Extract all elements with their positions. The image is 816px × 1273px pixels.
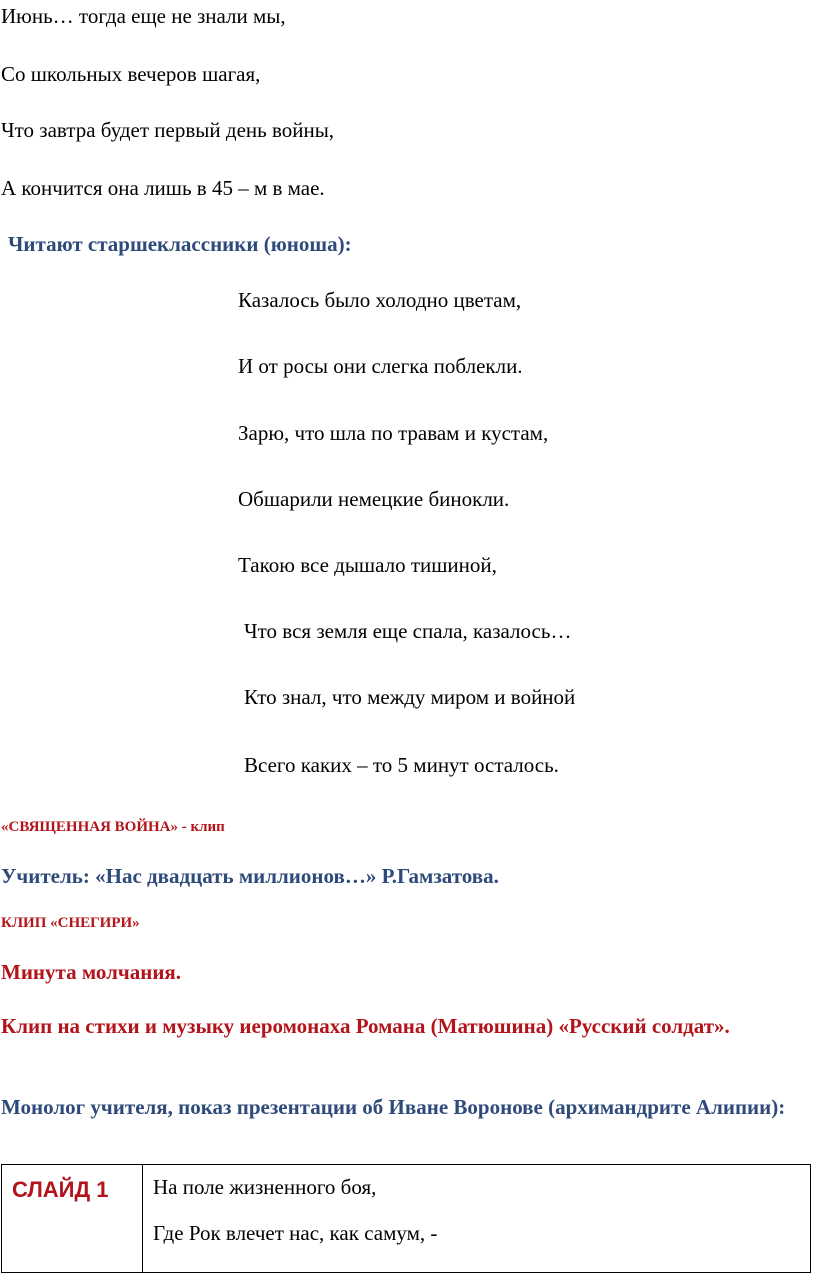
slide-text-cell — [143, 1165, 811, 1273]
slide-line-2: Где Рок влечет нас, как самум, - — [153, 1221, 438, 1245]
clip-roman: Клип на стихи и музыку иеромонаха Романа (Матюшина) «Русский солдат». — [1, 1014, 730, 1038]
minute-silence: Минута молчания. — [1, 960, 182, 984]
poem-line-6: Что вся земля еще спала, казалось… — [244, 619, 572, 643]
intro-line-3: Что завтра будет первый день войны, — [1, 118, 335, 142]
poem-line-4: Обшарили немецкие бинокли. — [238, 487, 510, 511]
clip-snegiri: КЛИП «СНЕГИРИ» — [1, 915, 140, 931]
slide-line-1: На поле жизненного боя, — [153, 1175, 377, 1199]
slide-label: СЛАЙД 1 — [2, 1165, 143, 1273]
poem-line-3: Зарю, что шла по травам и кустам, — [238, 421, 549, 445]
intro-line-2: Со школьных вечеров шагая, — [1, 62, 261, 86]
poem-line-1: Казалось было холодно цветам, — [238, 288, 522, 312]
slide-table — [1, 1164, 811, 1273]
poem-line-8: Всего каких – то 5 минут осталось. — [244, 753, 559, 777]
intro-line-1: Июнь… тогда еще не знали мы, — [1, 4, 286, 28]
poem-line-7: Кто знал, что между миром и войной — [244, 685, 576, 709]
poem-line-2: И от росы они слегка поблекли. — [238, 354, 523, 378]
intro-line-4: А кончится она лишь в 45 – м в мае. — [1, 176, 325, 200]
poem-line-5: Такою все дышало тишиной, — [238, 553, 497, 577]
section-heading: Читают старшеклассники (юноша): — [8, 232, 352, 256]
monologue-heading: Монолог учителя, показ презентации об Иване Воронове (архимандрите Алипии): — [1, 1095, 786, 1119]
clip-sacred-war: «СВЯЩЕННАЯ ВОЙНА» - клип — [1, 819, 225, 835]
table-row — [2, 1165, 811, 1273]
teacher-line: Учитель: «Нас двадцать миллионов…» Р.Гамзатова. — [1, 864, 499, 888]
